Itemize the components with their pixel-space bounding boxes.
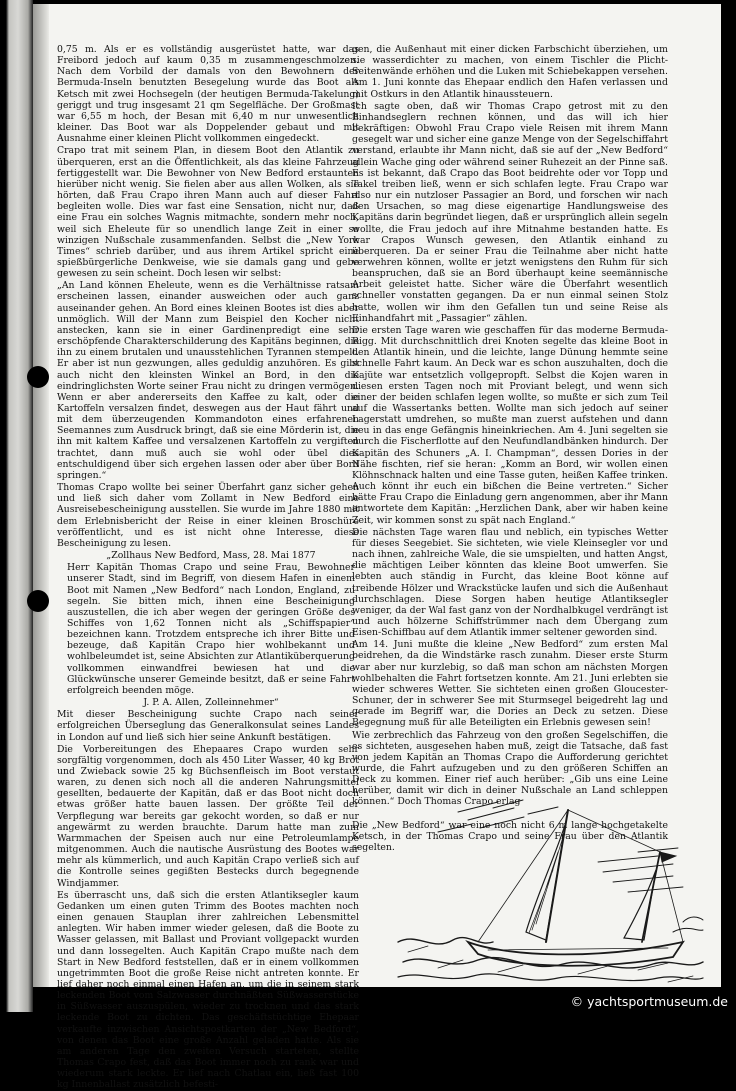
paragraph: Die Vorbereitungen des Ehepaares Crapo wurden sehr sorgfältig vorgenommen, doch als 450 Liter Wasser, 40 kg Brot und Zwieback sowie 25 kg Büchsenfleisch im Boot verstaut waren, zu denen sich noch all die anderen Nahrungsmittel gesellten, bedauerte der Kapitän, daß er das Boot nicht doch etwas größer hatte bauen lassen. Der größte Teil der Verpflegung war bereits gar gekocht worden, so daß er nur angewärmt zu werden brauchte. Darum hatte man zum Warmmachen der Speisen auch nur eine Petroleumlampe mitgenommen. Auch die nautische Ausrüstung des Bootes war mehr als kümmerlich, und auch Kapitän Crapo verließ sich auf die Kontrolle seines gegißten Bestecks durch begegnende Windjammer. [57, 743, 359, 889]
paragraph: gen, die Außenhaut mit einer dicken Farbschicht überziehen, um sie wasserdichter zu machen, von einem Tischler die Plicht-Seitenwände erhöhen und die Luken mit Schiebekappen versehen. Am 1. Juni konnte das Ehepaar endlich den Hafen verlassen und mit Ostkurs in den Atlantik hinaussteuern. [352, 44, 668, 100]
punch-hole-bottom [27, 590, 49, 612]
paragraph: Ich sagte oben, daß wir Thomas Crapo getrost mit zu den Einhandseglern rechnen können, und das will ich hier bekräftigen: Obwohl Frau Crapo viele Reisen mit ihrem Mann gesegelt war und sicher eine ganze Menge von der Segelschiffahrt verstand, erlaubte ihr Mann nicht, daß sie auf der „New Bedford“ allein Wache ging oder während seiner Ruhezeit an der Pinne saß. Es ist bekannt, daß Crapo das Boot beidrehte oder vor Topp und Takel treiben ließ, wenn er sich schlafen legte. Frau Crapo war also nur ein nutzloser Passagier an Bord, und forschen wir nach den Ursachen, so mag diese eigenartige Handlungsweise des Kapitäns darin begründet liegen, daß er ursprünglich allein segeln wollte, die Frau jedoch auf ihre Mitnahme bestanden hatte. Es war Crapos Wunsch gewesen, den Atlantik einhand zu überqueren. Da er seiner Frau die Teilnahme aber nicht hatte verwehren können, wollte er jetzt wenigstens den Ruhm für sich beanspruchen, daß sie an Bord überhaupt keine seemännische Arbeit geleistet hatte. Sicher wäre die Überfahrt wesentlich schneller vonstatten gegangen. Da er nun einmal seinen Stolz hatte, wollen wir ihm den Gefallen tun und seine Reise als Einhandfahrt mit „Passagier“ zählen. [352, 100, 668, 324]
scan-right-edge [721, 0, 736, 1012]
paragraph: Thomas Crapo wollte bei seiner Überfahrt ganz sicher gehen und ließ sich daher vom Zollamt in New Bedford eine Ausreisebescheinigung ausstellen. Sie wurde im Jahre 1880 mit dem Erlebnisbericht der Reise in einer kleinen Broschüre veröffentlicht, und es ist nicht ohne Interesse, diese Bescheinigung zu lesen. [57, 482, 359, 549]
certificate-body: Herr Kapitän Thomas Crapo und seine Frau, Bewohner unserer Stadt, sind im Begriff, von diesem Hafen in einem Boot mit Namen „New Bedford“ nach London, England, zu segeln. Sie bitten mich, ihnen eine Bescheinigung auszustellen, die ich aber wegen der geringen Größe des Schiffes von 1,62 Tonnen nicht als „Schiffspapier“ bezeichnen kann. Trotzdem entspreche ich ihrer Bitte und bezeuge, daß Kapitän Crapo hier wohlbekannt und wohlbeleumdet ist, seine Absichten zur Atlantiküberquerung vollkommen einwandfrei bewiesen hat und die Glückwünsche unserer Gemeinde besitzt, daß er seine Fahrt erfolgreich beenden möge. [67, 562, 355, 696]
paragraph: 0,75 m. Als er es vollständig ausgerüstet hatte, war das Freibord jedoch auf kaum 0,35 m zusammengeschmolzen. Nach dem Vorbild der damals von den Bewohnern der Bermuda-Inseln benutzten Besegelung wurde das Boot als Ketsch mit zwei Hochsegeln (der heutigen Bermuda-Takelung) geriggt und trug insgesamt 21 qm Segelfläche. Der Großmast war 6,55 m hoch, der Besan mit 6,40 m nur unwesentlich kleiner. Das Boot war als Doppelender gebaut und mit Ausnahme einer kleinen Plicht vollkommen eingedeckt. [57, 44, 359, 145]
illustration-caption: Die „New Bedford“ war eine noch nicht 6 m lange hochgetakelte Ketsch, in der Thomas Crapo und seine Frau über den Atlantik segelten. [352, 819, 668, 853]
article-column-left [57, 44, 359, 1091]
certificate-heading: „Zollhaus New Bedford, Mass, 28. Mai 1877 [106, 550, 316, 562]
paragraph: Die ersten Tage waren wie geschaffen für das moderne Bermuda-Rigg. Mit durchschnittlich drei Knoten segelte das kleine Boot in den Atlantik hinein, und die leichte, lange Dünung hemmte seine schnelle Fahrt kaum. An Deck war es schon auszuhalten, doch die Kajüte war entsetzlich vollgepropft. Selbst die Kojen waren in diesen ersten Tagen noch mit Proviant belegt, und wenn sich einer der beiden schlafen legen wollte, so mußte er sich zum Teil auf die Wassertanks betten. Wollte man sich jedoch auf seiner Lagerstatt umdrehen, so mußte man zuerst aufstehen und dann neu in das enge Gefängnis hineinkriechen. Am 4. Juni segelten sie durch die Fischerflotte auf den Neufundlandbänken hindurch. Der Kapitän des Schuners „A. I. Champman“, dessen Dories in der Nähe fischten, rief sie heran: „Komm an Bord, wir wollen einen Klöhnschnack halten und eine Tasse guten, heißen Kaffee trinken. Auch könnt ihr euch ein bißchen die Beine vertreten.“ Sicher hätte Frau Crapo die Einladung gern angenommen, aber ihr Mann antwortete dem Kapitän: „Herzlichen Dank, aber wir haben keine Zeit, wir kommen sonst zu spät nach England.“ [352, 324, 668, 526]
paragraph: Mit dieser Bescheinigung suchte Crapo nach seiner erfolgreichen Überseglung das Generalkonsulat seines Landes in London auf und ließ sich hier seine Ankunft bestätigen. [57, 709, 359, 743]
paragraph: Wie zerbrechlich das Fahrzeug von den großen Segelschiffen, die es sichteten, ausgesehen haben muß, zeigt die Tatsache, daß fast von jedem Kapitän an Thomas Crapo die Aufforderung gerichtet wurde, die Fahrt aufzugeben und zu den größeren Schiffen an Deck zu kommen. Einer rief auch herüber: „Gib uns eine Leine herüber, damit wir dich in deiner Nußschale an Land schleppen können.“ Doch Thomas Crapo erlag [352, 729, 668, 808]
paragraph: Crapo trat mit seinem Plan, in diesem Boot den Atlantik zu überqueren, erst an die Öffentlichkeit, als das kleine Fahrzeug fertiggestellt war. Die Bewohner von New Bedford erstaunten hierüber nicht wenig. Sie fielen aber aus allen Wolken, als sie hörten, daß Frau Crapo ihren Mann auch auf dieser Fahrt begleiten wolle. Dies war fast eine Sensation, nicht nur, daß eine Frau ein solches Wagnis mitmachte, sondern mehr noch, weil sich Eheleute für so unendlich lange Zeit in einer so winzigen Nußschale zusammenfanden. Selbst die „New York Times“ schrieb darüber, und aus ihrem Artikel spricht eine spießbürgerliche Denkweise, wie sie damals gang und gebe gewesen zu sein scheint. Doch lesen wir selbst: [57, 145, 359, 280]
copyright-credit: © yachtsportmuseum.de [570, 994, 728, 1009]
paragraph: Die nächsten Tage waren flau und neblich, ein typisches Wetter für dieses Seegebiet. Sie sichteten, wie viele Kleinsegler vor und nach ihnen, zahlreiche Wale, die sie umspielten, und hatten Angst, die mächtigen Leiber könnten das kleine Boot umwerfen. Sie lebten auch ständig in Furcht, das kleine Boot könne auf treibende Hölzer und Wrackstücke laufen und sich die Außenhaut durchschlagen. Diese Sorgen haben heutige Atlantiksegler weniger, da der Wal fast ganz von der Nordhalbkugel verdrängt ist und auch hölzerne Schiffstrümmer nach dem Übergang zum Eisen-Schiffbau auf dem Atlantik immer seltener geworden sind. [352, 526, 668, 639]
page-gutter-shadow [33, 4, 49, 987]
scan-binding-edge [0, 0, 33, 1012]
sailing-boat-illustration [398, 792, 703, 987]
paragraph: Am 14. Juni mußte die kleine „New Bedford“ zum ersten Mal beidrehen, da die Windstärke rasch zunahm. Dieser erste Sturm war aber nur kurzlebig, so daß man schon am nächsten Morgen wohlbehalten die Fahrt fortsetzen konnte. Am 21. Juni erlebten sie wieder schweres Wetter. Sie sichteten einen großen Gloucester-Schuner, der in schwerer See mit Sturmsegel beigedreht lag und gerade im Begriff war, die Dories an Deck zu setzen. Diese Begegnung muß für alle Beteiligten ein Erlebnis gewesen sein! [352, 639, 668, 729]
newspaper-quote: „An Land können Eheleute, wenn es die Verhältnisse ratsam erscheinen lassen, einander ausweichen oder auch ganz auseinander gehen. An Bord eines kleinen Bootes ist dies aber unmöglich. Will der Mann zum Beispiel den Kocher nicht anstecken, kann sie in einer Gardinenpredigt eine sehr erschöpfende Charakterschilderung des Kapitäns beginnen, die ihn zu einem brutalen und unausstehlichen Tyrannen stempelt. Er aber ist nun gezwungen, alles geduldig anzuhören. Es gibt auch nicht den kleinsten Winkel an Bord, in den die eindringlichsten Worte seiner Frau nicht zu dringen vermögen. Wenn er aber andererseits den Kaffee zu kalt, oder die Kartoffeln versalzen findet, deswegen aus der Haut fährt und mit dem überzeugenden Kommandoton eines erfahrenen Seemannes zum Ausdruck bringt, daß sie eine Mörderin ist, die ihn mit kaltem Kaffee und versalzenen Kartoffeln zu vergiften trachtet, dann muß auch sie wohl oder übel dies entschuldigend über sich ergehen lassen oder aber über Bord springen.“ [57, 280, 359, 481]
paragraph: Es überrascht uns, daß sich die ersten Atlantiksegler kaum Gedanken um einen guten Trimm des Bootes machten noch einen genauen Stauplan ihrer zahlreichen Lebensmittel anlegten. Wir haben immer wieder gelesen, daß die Boote zu Wasser gelassen, mit Ballast und Proviant vollgepackt wurden und dann lossegelten. Auch Kapitän Crapo mußte nach dem Start in New Bedford feststellen, daß er in einem vollkommen ungetrimmten Boot die große Reise nicht antreten konnte. Er lief daher noch einmal einen Hafen an, um die in seinem stark leckenden Boot vom Salzwasser durchnäßten Süßwasserstücke in Süßwasser auszuspülen, wieder zu trocknen und das stark leckende Boot zu dichten. Das geschäftstüchtige Ehepaar verkaufte inzwischen Ansichtspostkarten der „New Bedford“, von denen das Boot eine große Anzahl geladen hatte. Als sie am anderen Tage den zweiten Versuch starteten, stellte Thomas Crapo fest, daß das Boot immer noch zu rank war und wiederum stark leckte. Er lief nach Chatlau ein, ließ fast 100 kg Innenballast zusätzlich befesti- [57, 889, 359, 1091]
certificate-signature: J. P. A. Allen, Zolleinnehmer“ [143, 697, 279, 709]
punch-hole-top [27, 366, 49, 388]
